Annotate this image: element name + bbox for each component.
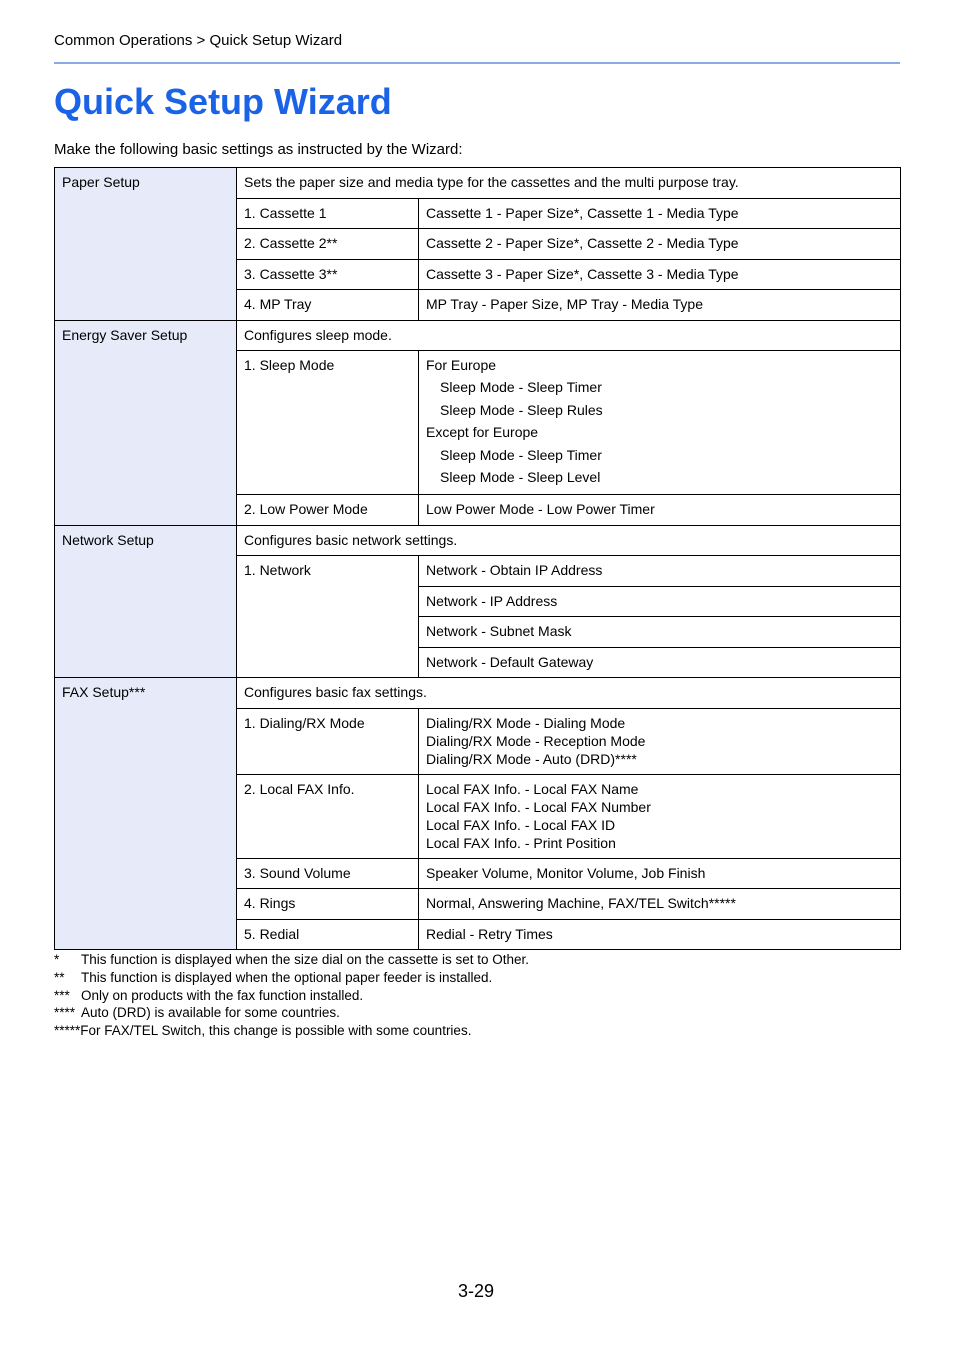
setting-item: 2. Cassette 2** [237,229,419,260]
section-description: Sets the paper size and media type for the cassettes and the multi purpose tray. [237,168,901,199]
setting-values: Speaker Volume, Monitor Volume, Job Finish [419,859,901,889]
setting-item: 1. Network [237,556,419,678]
setting-values: Network - IP Address [419,587,901,617]
setting-item: 1. Dialing/RX Mode [237,709,419,775]
footnote-mark: *** [54,987,70,1003]
footnote-text: This function is displayed when the size dial on the cassette is set to Other. [81,952,529,967]
footnote [54,1004,529,1022]
setting-item: 4. MP Tray [237,290,419,321]
value-line: Except for Europe [426,424,539,441]
footnote [54,969,529,987]
footnote [54,951,529,969]
settings-table [54,167,901,950]
setting-values: Redial - Retry Times [419,920,901,950]
setting-item: 2. Local FAX Info. [237,775,419,859]
value-line: Sleep Mode - Sleep Timer [440,379,602,396]
header-rule [54,62,900,64]
setting-item: 3. Sound Volume [237,859,419,889]
category-fax-setup: FAX Setup*** [55,678,237,950]
value-line: For Europe [426,357,497,373]
setting-item: 2. Low Power Mode [237,495,419,526]
value-line: Sleep Mode - Sleep Level [440,469,601,486]
value-line: Dialing/RX Mode - Auto (DRD)**** [426,751,637,768]
setting-item: 1. Cassette 1 [237,199,419,229]
table-row [55,526,901,556]
value-line: Sleep Mode - Sleep Timer [440,446,602,463]
value-line: Dialing/RX Mode - Dialing Mode [426,715,626,732]
section-description: Configures basic fax settings. [237,678,901,709]
setting-values: Cassette 2 - Paper Size*, Cassette 2 - Media Type [419,229,901,260]
setting-values [419,775,901,859]
footnote-text: Only on products with the fax function installed. [81,987,364,1003]
value-line: Local FAX Info. - Local FAX ID [426,817,616,834]
footnote [54,987,529,1005]
page-title: Quick Setup Wizard [54,81,392,122]
setting-values: Network - Subnet Mask [419,617,901,648]
setting-values: Network - Default Gateway [419,648,901,678]
setting-values: Cassette 3 - Paper Size*, Cassette 3 - Media Type [419,260,901,290]
footnotes [54,951,529,1040]
footnote-mark: * [54,952,60,967]
setting-item: 1. Sleep Mode [237,351,419,495]
category-network-setup: Network Setup [55,526,237,678]
setting-item: 4. Rings [237,889,419,920]
setting-values: Low Power Mode - Low Power Timer [419,495,901,526]
setting-values: Normal, Answering Machine, FAX/TEL Switch***** [419,889,901,920]
setting-values [419,709,901,775]
value-line: Dialing/RX Mode - Reception Mode [426,733,646,750]
value-line: Local FAX Info. - Print Position [426,835,616,852]
category-energy-saver-setup: Energy Saver Setup [55,321,237,526]
value-line: Sleep Mode - Sleep Rules [440,401,603,418]
setting-item: 3. Cassette 3** [237,260,419,290]
section-description: Configures basic network settings. [237,526,901,556]
footnote [54,1022,529,1040]
setting-values [419,351,901,495]
footnote-mark: ** [54,969,65,985]
setting-item: 5. Redial [237,920,419,950]
table-row [55,168,901,199]
section-description: Configures sleep mode. [237,321,901,351]
setting-values: MP Tray - Paper Size, MP Tray - Media Type [419,290,901,321]
setting-values: Cassette 1 - Paper Size*, Cassette 1 - Media Type [419,199,901,229]
footnote-text: Auto (DRD) is available for some countries. [81,1005,340,1021]
footnote-mark: **** [54,1005,76,1021]
table-row [55,678,901,709]
table-row [55,321,901,351]
footnote-mark: ***** [54,1023,81,1039]
value-line: Local FAX Info. - Local FAX Name [426,781,639,798]
value-line: Local FAX Info. - Local FAX Number [426,799,651,816]
category-paper-setup: Paper Setup [55,168,237,321]
breadcrumb: Common Operations > Quick Setup Wizard [54,32,343,49]
footnote-text: This function is displayed when the optional paper feeder is installed. [81,969,493,985]
page-number: 3-29 [458,1281,495,1301]
footnote-text: For FAX/TEL Switch, this change is possible with some countries. [80,1023,472,1039]
setting-values: Network - Obtain IP Address [419,556,901,587]
intro-text: Make the following basic settings as instructed by the Wizard: [54,141,463,158]
